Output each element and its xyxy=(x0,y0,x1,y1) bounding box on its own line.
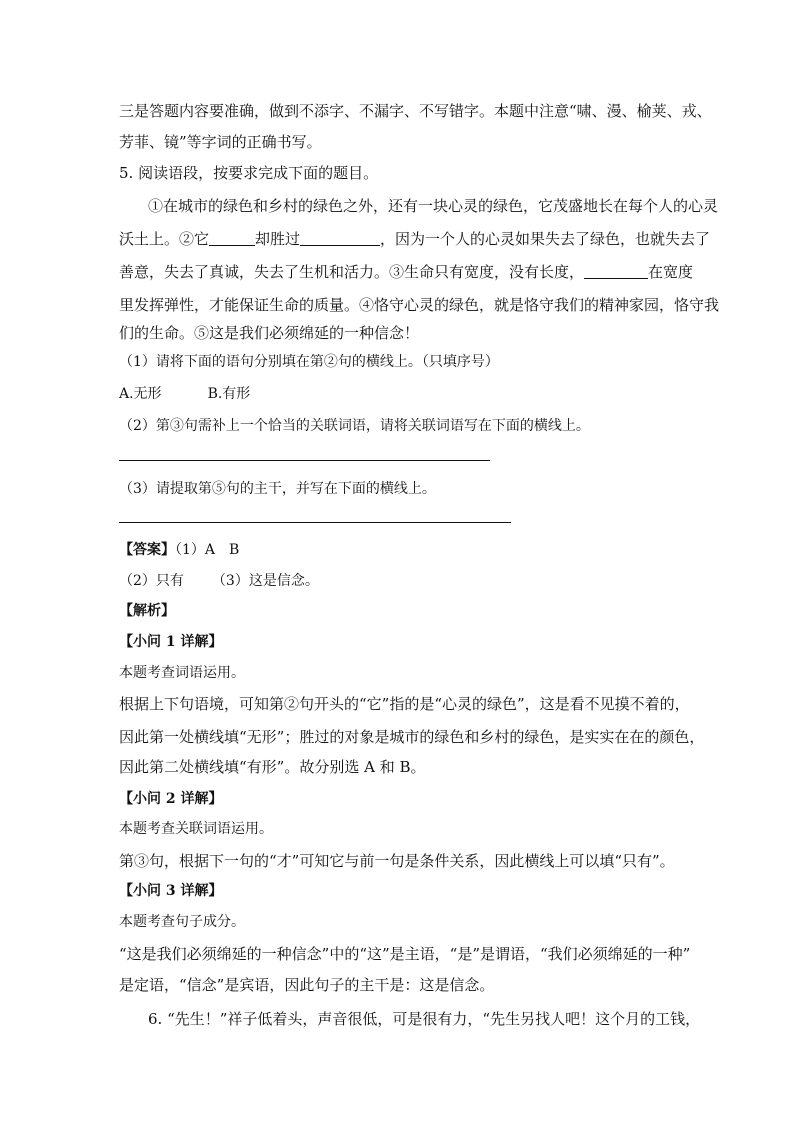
fill-blank xyxy=(209,231,255,246)
text-line: 根据上下句语境，可知第②句开头的“它”指的是“心灵的绿色”，这是看不见摸不着的， xyxy=(119,695,690,713)
passage-text: 沃土上。②它 xyxy=(119,230,210,248)
option-a: A.无形 xyxy=(119,386,162,402)
answer-line xyxy=(119,522,511,523)
text-line: 因此第二处横线填“有形”。故分别选 A 和 B。 xyxy=(119,758,426,776)
text-line: “这是我们必须绵延的一种信念”中的“这”是主语，“是”是谓语，“我们必须绵延的一种” xyxy=(119,945,691,963)
passage-line: 里发挥弹性，才能保证生命的质量。④恪守心灵的绿色，就是恪守我们的精神家园，恪守我 xyxy=(119,296,720,314)
sub-question-2: （2）第③句需补上一个恰当的关联词语，请将关联词语写在下面的横线上。 xyxy=(119,418,590,434)
text-line: 本题考查词语运用。 xyxy=(119,665,245,681)
text-line: 因此第一处横线填“无形”；胜过的对象是城市的绿色和乡村的绿色，是实实在在的颜色， xyxy=(119,728,705,746)
answer-text: （1）A B xyxy=(175,542,240,558)
passage-line xyxy=(119,229,710,249)
question-5-heading: 5. 阅读语段，按要求完成下面的题目。 xyxy=(119,164,379,182)
answer-label: 【答案】 xyxy=(119,542,175,558)
sub-question-1: （1）请将下面的语句分别填在第②句的横线上。（只填序号） xyxy=(119,354,499,370)
answer-line-2 xyxy=(119,571,319,591)
text-line: 本题考查关联词语运用。 xyxy=(119,821,273,837)
passage-line: ①在城市的绿色和乡村的绿色之外，还有一块心灵的绿色，它茂盛地长在每个人的心灵 xyxy=(148,197,719,215)
text-line: 本题考查句子成分。 xyxy=(119,914,245,930)
passage-line xyxy=(119,262,693,282)
option-b: B.有形 xyxy=(207,386,251,402)
text-line: 是定语，“信念”是宾语，因此句子的主干是：这是信念。 xyxy=(119,976,495,994)
answer-line xyxy=(119,460,490,461)
answer-text: （3）这是信念。 xyxy=(211,573,319,589)
analysis-heading: 【解析】 xyxy=(119,603,175,619)
text-line: 三是答题内容要准确，做到不添字、不漏字、不写错字。本题中注意“啸、漫、榆荚、戎、 xyxy=(119,102,712,120)
fill-blank xyxy=(584,264,648,279)
passage-text: 善意，失去了真诚，失去了生机和活力。③生命只有宽度，没有长度， xyxy=(119,263,585,281)
passage-text: 却胜过 xyxy=(255,230,301,248)
passage-line: 们的生命。⑤这是我们必须绵延的一种信念！ xyxy=(119,324,420,342)
sub-question-2-heading: 【小问 2 详解】 xyxy=(119,791,223,807)
sub-question-3-heading: 【小问 3 详解】 xyxy=(119,883,223,899)
passage-text: 在宽度 xyxy=(648,263,694,281)
options-line xyxy=(119,384,250,404)
passage-text: ，因为一个人的心灵如果失去了绿色，也就失去了 xyxy=(380,230,711,248)
text-line: 芳菲、镜”等字词的正确书写。 xyxy=(119,133,322,151)
answer-text: （2）只有 xyxy=(119,573,184,589)
sub-question-3: （3）请提取第⑤句的主干，并写在下面的横线上。 xyxy=(119,481,436,497)
sub-question-1-heading: 【小问 1 详解】 xyxy=(119,634,223,650)
answer-line-1 xyxy=(119,540,239,560)
question-6-line: 6. “先生！”祥子低着头，声音很低，可是很有力，“先生另找人吧！这个月的工钱， xyxy=(148,1010,701,1028)
fill-blank xyxy=(300,231,380,246)
text-line: 第③句，根据下一句的“才”可知它与前一句是条件关系，因此横线上可以填“只有”。 xyxy=(119,852,675,870)
